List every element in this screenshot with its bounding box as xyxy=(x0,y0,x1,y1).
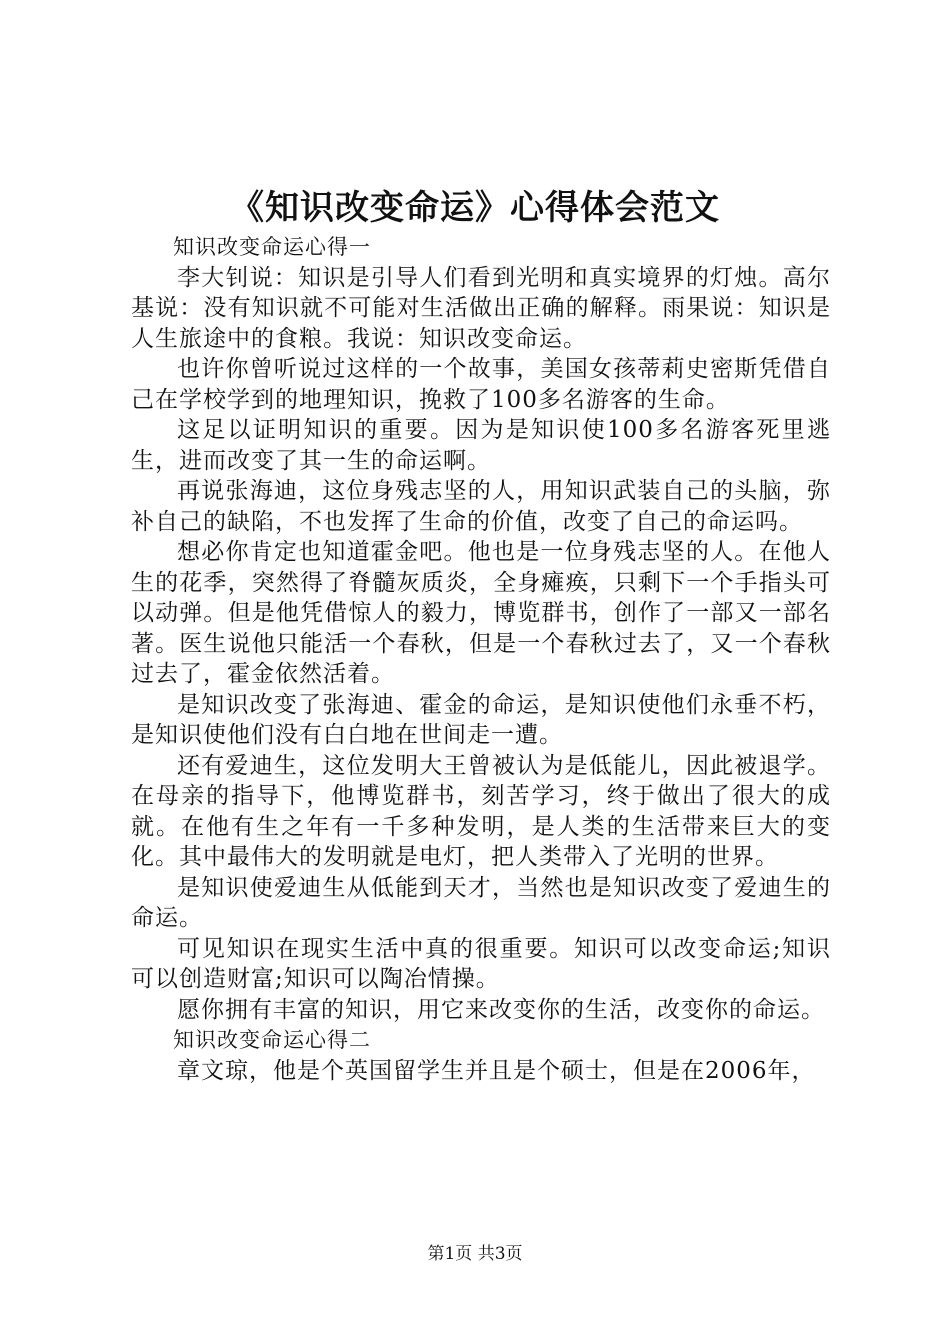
paragraph: 这足以证明知识的重要。因为是知识使100多名游客死里逃生，进而改变了其一生的命运啊。 xyxy=(131,417,831,474)
paragraph: 想必你肯定也知道霍金吧。他也是一位身残志坚的人。在他人生的花季，突然得了脊髓灰质炎，全身瘫痪，只剩下一个手指头可以动弹。但是他凭借惊人的毅力，博览群书，创作了一部又一部名著。医生说他只能活一个春秋，但是一个春秋过去了，又一个春秋过去了，霍金依然活着。 xyxy=(131,539,831,687)
paragraph: 是知识使爱迪生从低能到天才，当然也是知识改变了爱迪生的命运。 xyxy=(131,874,831,931)
section-heading: 知识改变命运心得二 xyxy=(173,1028,371,1052)
document-body xyxy=(131,232,831,1086)
paragraph: 也许你曾听说过这样的一个故事，美国女孩蒂莉史密斯凭借自己在学校学到的地理知识，挽救了100多名游客的生命。 xyxy=(131,356,831,413)
paragraph: 可见知识在现实生活中真的很重要。知识可以改变命运;知识可以创造财富;知识可以陶冶情操。 xyxy=(131,935,831,992)
paragraph: 是知识改变了张海迪、霍金的命运，是知识使他们永垂不朽，是知识使他们没有白白地在世间走一遭。 xyxy=(131,691,831,748)
section-heading: 知识改变命运心得一 xyxy=(173,235,371,259)
paragraph: 章文琼，他是个英国留学生并且是个硕士，但是在2006年， xyxy=(177,1057,816,1084)
page-number-footer: 第1页 共3页 xyxy=(427,1244,523,1264)
paragraph: 李大钊说：知识是引导人们看到光明和真实境界的灯烛。高尔基说：没有知识就不可能对生活做出正确的解释。雨果说：知识是人生旅途中的食粮。我说：知识改变命运。 xyxy=(131,264,831,352)
paragraph: 再说张海迪，这位身残志坚的人，用知识武装自己的头脑，弥补自己的缺陷，不也发挥了生命的价值，改变了自己的命运吗。 xyxy=(131,478,831,535)
document-title: 《知识改变命运》心得体会范文 xyxy=(230,188,720,228)
paragraph: 愿你拥有丰富的知识，用它来改变你的生活，改变你的命运。 xyxy=(177,996,825,1023)
paragraph: 还有爱迪生，这位发明大王曾被认为是低能儿，因此被退学。在母亲的指导下，他博览群书，刻苦学习，终于做出了很大的成就。在他有生之年有一千多种发明，是人类的生活带来巨大的变化。其中最伟大的发明就是电灯，把人类带入了光明的世界。 xyxy=(131,752,831,870)
